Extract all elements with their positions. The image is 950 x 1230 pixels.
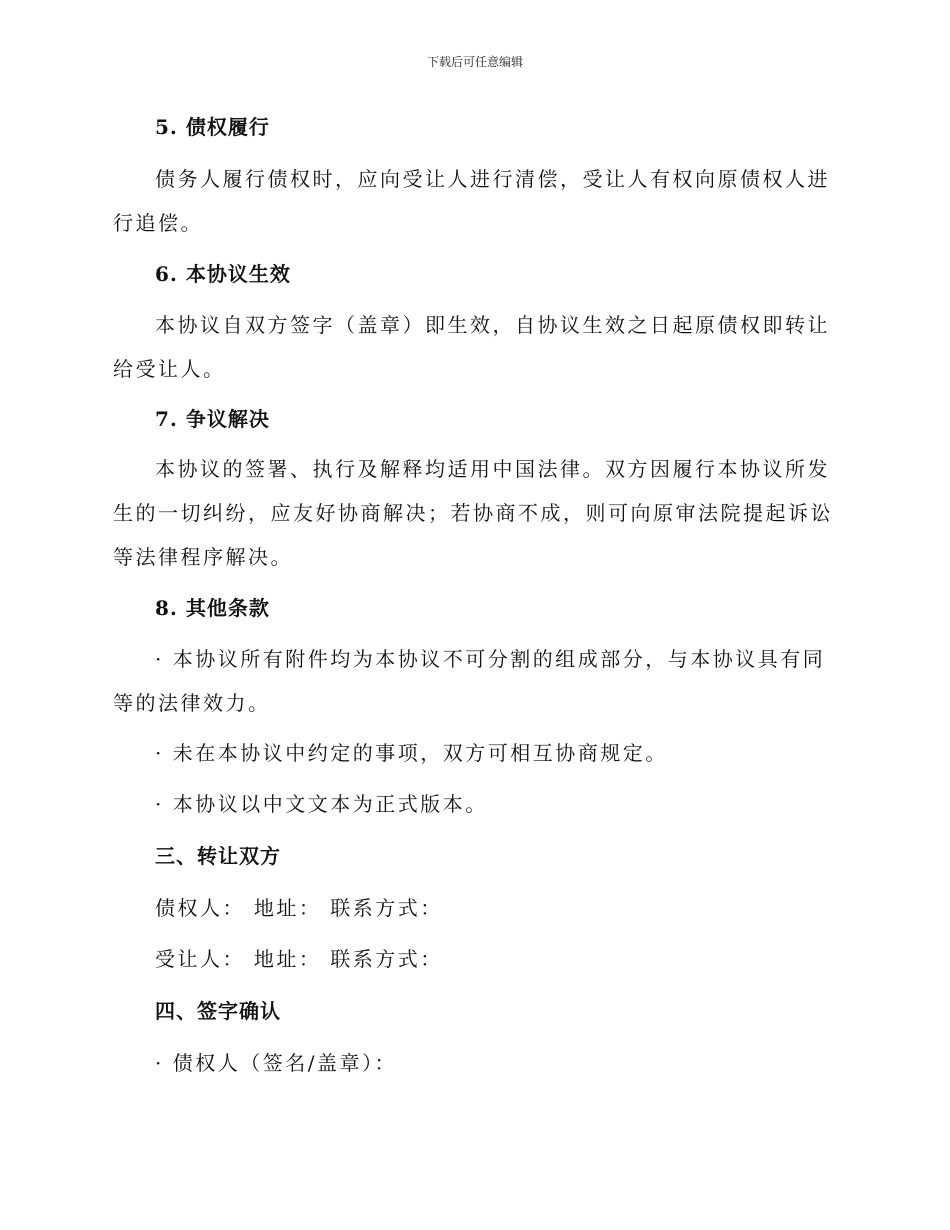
section-8-heading: 8. 其他条款 <box>155 596 270 620</box>
section-parties-heading: 三、转让双方 <box>155 844 281 868</box>
section-8-item-3: · 本协议以中文文本为正式版本。 <box>155 792 488 816</box>
section-6-heading: 6. 本协议生效 <box>155 262 291 286</box>
section-6-paragraph: 本协议自双方签字（盖章）即生效，自协议生效之日起原债权即转让给受让人。 <box>113 313 830 381</box>
creditor-signature-line: · 债权人（签名/盖章）： <box>155 1051 397 1075</box>
section-7-paragraph: 本协议的签署、执行及解释均适用中国法律。双方因履行本协议所发生的一切纠纷，应友好协商解决；若协商不成，则可向原审法院提起诉讼等法律程序解决。 <box>113 457 833 569</box>
section-5-paragraph: 债务人履行债权时，应向受让人进行清偿，受让人有权向原债权人进行追偿。 <box>113 167 830 235</box>
section-7-heading: 7. 争议解决 <box>155 407 270 431</box>
creditor-line: 债权人： 地址： 联系方式： <box>155 896 443 920</box>
section-5-heading: 5. 债权履行 <box>155 115 270 139</box>
page-header: 下载后可任意编辑 <box>426 55 523 69</box>
assignee-line: 受让人： 地址： 联系方式： <box>155 947 443 971</box>
section-8-item-1: · 本协议所有附件均为本协议不可分割的组成部分，与本协议具有同等的法律效力。 <box>113 647 826 715</box>
section-8-item-2: · 未在本协议中约定的事项，双方可相互协商规定。 <box>155 741 668 765</box>
section-signature-heading: 四、签字确认 <box>155 999 281 1023</box>
